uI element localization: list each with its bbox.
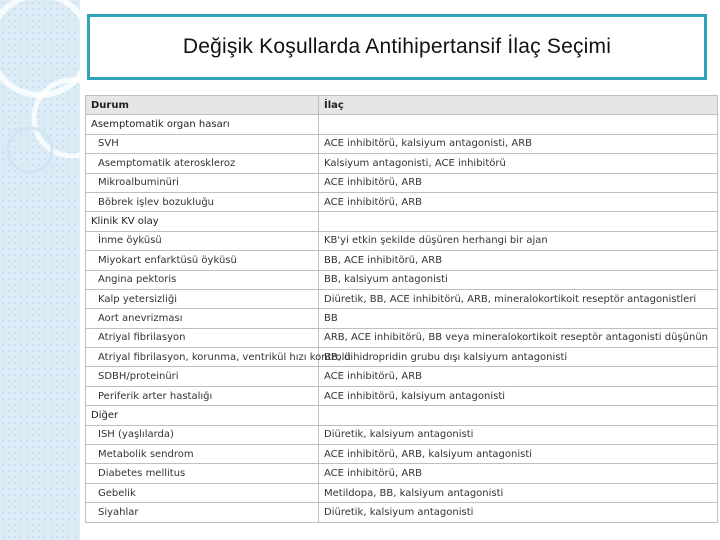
drug-cell: Diüretik, kalsiyum antagonisti: [319, 503, 718, 522]
condition-cell: Klinik KV olay: [86, 212, 319, 231]
condition-cell: Gebelik: [86, 483, 319, 502]
table-row: [86, 251, 718, 270]
drug-selection-table-container: [85, 95, 717, 525]
condition-cell: Mikroalbuminüri: [86, 173, 319, 192]
title-box: [87, 14, 707, 80]
drug-cell: BB, kalsiyum antagonisti: [319, 270, 718, 289]
table-row: [86, 425, 718, 444]
condition-cell: Atriyal fibrilasyon, korunma, ventrikül hızı kontrolü: [86, 348, 319, 367]
drug-cell: Diüretik, kalsiyum antagonisti: [319, 425, 718, 444]
drug-cell: Diüretik, BB, ACE inhibitörü, ARB, mineralokortikoit reseptör antagonistleri: [319, 289, 718, 308]
condition-cell: Periferik arter hastalığı: [86, 386, 319, 405]
condition-cell: Asemptomatik ateroskleroz: [86, 154, 319, 173]
condition-cell: Miyokart enfarktüsü öyküsü: [86, 251, 319, 270]
drug-cell: [319, 212, 718, 231]
table-row: [86, 134, 718, 153]
drug-cell: BB, dihidropridin grubu dışı kalsiyum antagonisti: [319, 348, 718, 367]
table-row: [86, 289, 718, 308]
table-row: [86, 503, 718, 522]
drug-cell: ACE inhibitörü, kalsiyum antagonisti: [319, 386, 718, 405]
table-row: [86, 115, 718, 134]
table-row: [86, 328, 718, 347]
drug-cell: Kalsiyum antagonisti, ACE inhibitörü: [319, 154, 718, 173]
drug-cell: ARB, ACE inhibitörü, BB veya mineralokortikoit reseptör antagonisti düşünün: [319, 328, 718, 347]
table-row: [86, 231, 718, 250]
table-row: [86, 483, 718, 502]
drug-cell: ACE inhibitörü, ARB: [319, 173, 718, 192]
drug-selection-table: [85, 95, 718, 523]
drug-cell: ACE inhibitörü, ARB: [319, 192, 718, 211]
condition-cell: SDBH/proteinüri: [86, 367, 319, 386]
page-title: Değişik Koşullarda Antihipertansif İlaç Seçimi: [182, 35, 612, 58]
table-row: [86, 212, 718, 231]
table-row: [86, 270, 718, 289]
drug-cell: [319, 406, 718, 425]
drug-cell: BB: [319, 309, 718, 328]
table-row: [86, 464, 718, 483]
condition-cell: İnme öyküsü: [86, 231, 319, 250]
table-header-row: [86, 96, 718, 115]
drug-cell: BB, ACE inhibitörü, ARB: [319, 251, 718, 270]
table-body: [86, 115, 718, 522]
header-drug: İlaç: [319, 96, 718, 115]
table-row: [86, 386, 718, 405]
header-condition: Durum: [86, 96, 319, 115]
condition-cell: Kalp yetersizliği: [86, 289, 319, 308]
condition-cell: ISH (yaşlılarda): [86, 425, 319, 444]
table-row: [86, 154, 718, 173]
table-row: [86, 445, 718, 464]
drug-cell: Metildopa, BB, kalsiyum antagonisti: [319, 483, 718, 502]
condition-cell: Metabolik sendrom: [86, 445, 319, 464]
drug-cell: ACE inhibitörü, kalsiyum antagonisti, ARB: [319, 134, 718, 153]
drug-cell: [319, 115, 718, 134]
table-row: [86, 309, 718, 328]
condition-cell: Atriyal fibrilasyon: [86, 328, 319, 347]
table-row: [86, 348, 718, 367]
drug-cell: KB'yi etkin şekilde düşüren herhangi bir ajan: [319, 231, 718, 250]
condition-cell: SVH: [86, 134, 319, 153]
table-row: [86, 406, 718, 425]
table-row: [86, 192, 718, 211]
condition-cell: Diğer: [86, 406, 319, 425]
drug-cell: ACE inhibitörü, ARB, kalsiyum antagonisti: [319, 445, 718, 464]
table-row: [86, 173, 718, 192]
drug-cell: ACE inhibitörü, ARB: [319, 367, 718, 386]
condition-cell: Aort anevrizması: [86, 309, 319, 328]
drug-cell: ACE inhibitörü, ARB: [319, 464, 718, 483]
condition-cell: Angina pektoris: [86, 270, 319, 289]
condition-cell: Siyahlar: [86, 503, 319, 522]
condition-cell: Asemptomatik organ hasarı: [86, 115, 319, 134]
table-row: [86, 367, 718, 386]
condition-cell: Böbrek işlev bozukluğu: [86, 192, 319, 211]
condition-cell: Diabetes mellitus: [86, 464, 319, 483]
